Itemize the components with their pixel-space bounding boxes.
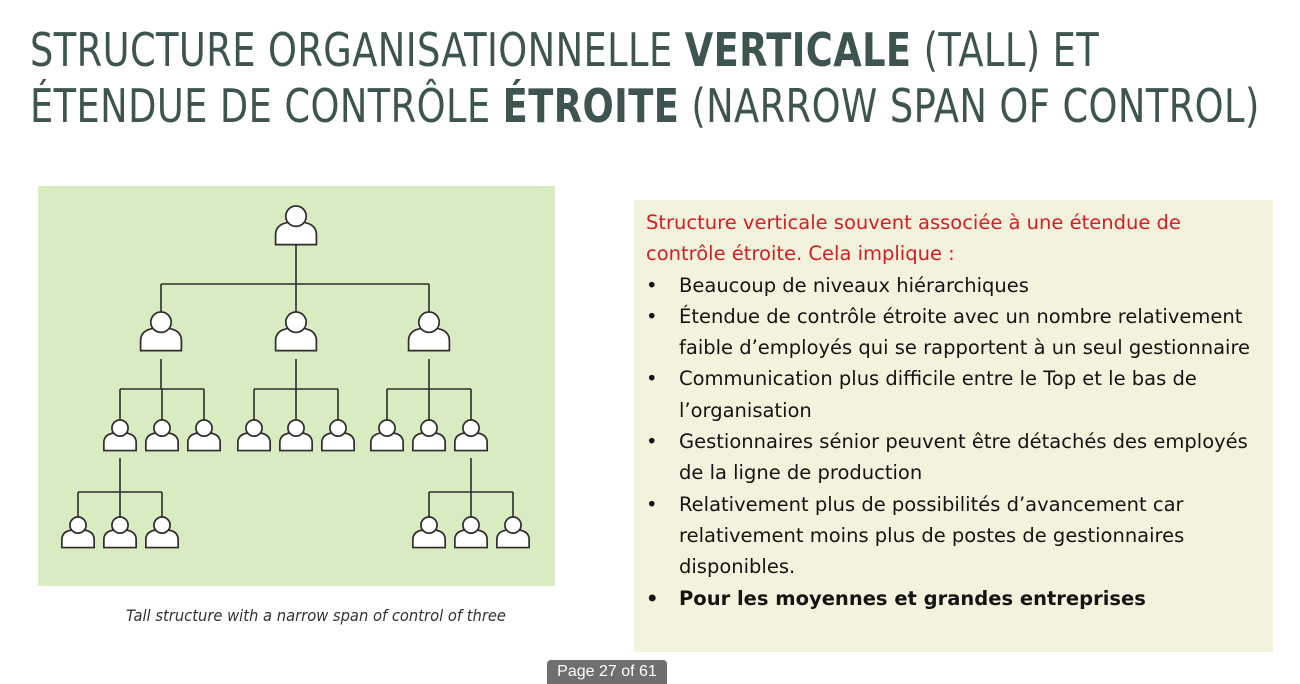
list-item: • Beaucoup de niveaux hiérarchiques	[646, 270, 1261, 301]
person-icon	[409, 312, 450, 351]
intro-text: Structure verticale souvent associée à une étendue de contrôle étroite. Cela implique :	[646, 211, 1181, 266]
list-item: • Gestionnaires sénior peuvent être détachés des employés de la ligne de production	[646, 426, 1261, 489]
org-chart-figure	[38, 186, 555, 586]
list-item: • Pour les moyennes et grandes entreprises	[646, 583, 1261, 614]
person-icon	[104, 517, 136, 548]
bullet-symbol: •	[646, 430, 658, 454]
bullet-symbol: •	[646, 492, 658, 516]
bullet-symbol: •	[646, 586, 659, 610]
org-chart-diagram	[38, 186, 555, 586]
list-item: • Communication plus difficile entre le Top et le bas de l’organisation	[646, 363, 1261, 426]
bullet-list	[646, 270, 1261, 614]
figure-caption: Tall structure with a narrow span of control of three	[126, 606, 506, 625]
person-icon	[413, 517, 445, 548]
person-icon	[455, 420, 487, 451]
person-icon	[280, 420, 312, 451]
title-line-2: ÉTENDUE DE CONTRÔLE ÉTROITE (NARROW SPAN OF CONTROL)	[30, 79, 1260, 133]
person-icon	[276, 206, 317, 245]
person-icon	[141, 312, 182, 351]
description-box	[634, 200, 1273, 652]
person-icon	[497, 517, 529, 548]
slide-title	[30, 22, 1260, 134]
bullet-symbol: •	[646, 367, 658, 391]
person-icon	[238, 420, 270, 451]
title-line-1: STRUCTURE ORGANISATIONNELLE VERTICALE (TALL) ET	[30, 23, 1100, 77]
person-icon	[146, 517, 178, 548]
list-item: • Relativement plus de possibilités d’avancement car relativement moins plus de postes de gestionnaires disponibles.	[646, 489, 1261, 583]
title-emphasis-etroite: ÉTROITE	[502, 79, 680, 133]
person-icon	[371, 420, 403, 451]
person-icon	[146, 420, 178, 451]
person-icon	[104, 420, 136, 451]
page-indicator: Page 27 of 61	[547, 660, 667, 684]
list-item: • Étendue de contrôle étroite avec un nombre relativement faible d’employés qui se rapportent à un seul gestionnaire	[646, 301, 1261, 364]
bullet-symbol: •	[646, 273, 658, 297]
person-icon	[62, 517, 94, 548]
title-emphasis-verticale: VERTICALE	[684, 23, 912, 77]
person-icon	[188, 420, 220, 451]
person-icon	[455, 517, 487, 548]
person-icon	[413, 420, 445, 451]
person-icon	[276, 312, 317, 351]
bullet-symbol: •	[646, 304, 658, 328]
person-icon	[322, 420, 354, 451]
